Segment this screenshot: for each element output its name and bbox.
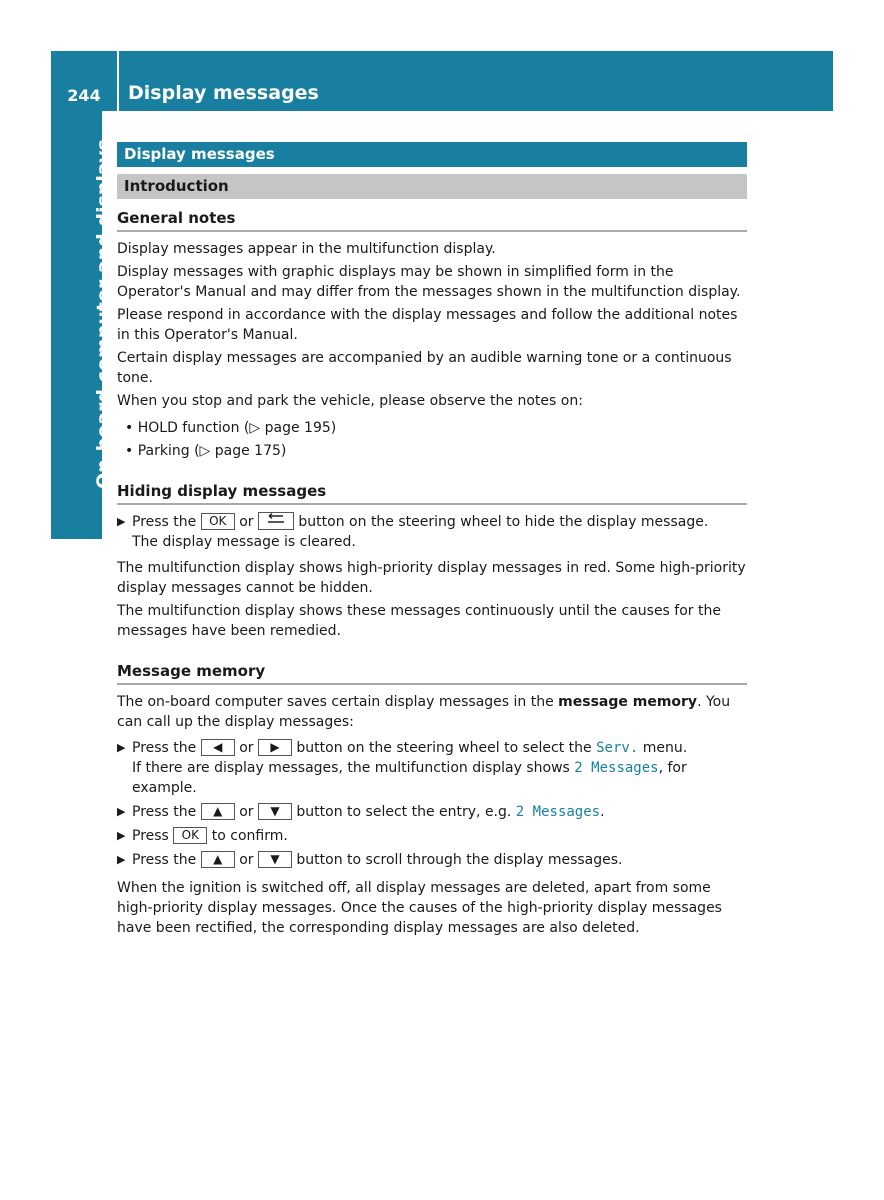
heading-general-notes: General notes <box>117 208 747 232</box>
step-text: button on the steering wheel to hide the display message. <box>298 514 709 530</box>
step-marker-icon: ▶ <box>117 829 126 842</box>
page-number: 244 <box>67 86 101 105</box>
step-select-entry <box>117 802 747 822</box>
step-text: button on the steering wheel to select the <box>296 740 592 756</box>
list-item-hold-text[interactable]: HOLD function (▷ page 195) <box>137 420 337 436</box>
bullet-icon: • <box>125 420 134 436</box>
step-marker-icon: ▶ <box>117 515 126 528</box>
step-hide <box>117 512 747 552</box>
down-key-icon: ▼ <box>258 851 292 868</box>
ok-key-icon: OK <box>201 513 235 530</box>
general-p1: Display messages appear in the multifunction display. <box>117 241 496 257</box>
step-text: button to scroll through the display messages. <box>296 852 623 868</box>
or-text: or <box>239 514 254 530</box>
up-key-icon: ▲ <box>201 803 235 820</box>
general-p4: Certain display messages are accompanied by an audible warning tone or a continuous tone. <box>117 350 732 386</box>
page-title: Display messages <box>128 82 319 104</box>
left-key-icon: ◀ <box>201 739 235 756</box>
heading-hiding: Hiding display messages <box>117 481 747 505</box>
step-text: menu. <box>642 740 688 756</box>
back-key-icon <box>258 512 294 530</box>
memory-intro <box>117 692 747 732</box>
step-result: The display message is cleared. <box>132 534 356 550</box>
step-result: , for example. <box>132 760 687 796</box>
list-item-hold <box>117 418 747 438</box>
memory-closing: When the ignition is switched off, all display messages are deleted, apart from some high-priority display messages. Once the causes of the high-priority display messages have been rectified, the corresponding display messages are also deleted. <box>117 880 722 936</box>
memory-intro-bold: message memory <box>558 694 698 710</box>
step-select-serv <box>117 738 747 798</box>
right-key-icon: ▶ <box>258 739 292 756</box>
memory-intro-text: The on-board computer saves certain display messages in the <box>117 694 554 710</box>
messages-code: 2 Messages <box>574 760 659 776</box>
messages-code: 2 Messages <box>515 804 601 820</box>
side-tab-label: On-board computer and displays <box>93 139 115 489</box>
content <box>117 142 747 938</box>
list-item-parking-text[interactable]: Parking (▷ page 175) <box>137 443 287 459</box>
step-text: Press the <box>132 852 197 868</box>
step-text: Press the <box>132 804 197 820</box>
step-marker-icon: ▶ <box>117 741 126 754</box>
up-key-icon: ▲ <box>201 851 235 868</box>
step-result: If there are display messages, the multifunction display shows <box>132 760 570 776</box>
or-text: or <box>239 740 254 756</box>
step-text: Press the <box>132 514 197 530</box>
or-text: or <box>239 804 254 820</box>
header-divider <box>117 51 119 111</box>
step-confirm <box>117 826 747 846</box>
or-text: or <box>239 852 254 868</box>
down-key-icon: ▼ <box>258 803 292 820</box>
hiding-p1: The multifunction display shows high-priority display messages in red. Some high-priority display messages cannot be hidden. <box>117 560 746 596</box>
general-p5: When you stop and park the vehicle, please observe the notes on: <box>117 393 583 409</box>
step-scroll <box>117 850 747 870</box>
subsection-title-bar: Introduction <box>117 174 747 199</box>
hiding-p2: The multifunction display shows these messages continuously until the causes for the messages have been remedied. <box>117 603 721 639</box>
list-item-parking <box>117 441 747 461</box>
memory-intro-text: . You can call up the display messages: <box>117 694 731 730</box>
step-text: to confirm. <box>211 828 288 844</box>
step-text: Press the <box>132 740 197 756</box>
bullet-icon: • <box>125 443 134 459</box>
serv-menu-code: Serv. <box>596 740 639 756</box>
heading-message-memory: Message memory <box>117 661 747 685</box>
step-text: button to select the entry, e.g. <box>296 804 512 820</box>
general-p2: Display messages with graphic displays may be shown in simplified form in the Operator's Manual and may differ from the messages shown in the multifunction display. <box>117 264 741 300</box>
step-text: . <box>600 804 605 820</box>
ok-key-icon: OK <box>173 827 207 844</box>
step-text: Press <box>132 828 169 844</box>
step-marker-icon: ▶ <box>117 805 126 818</box>
step-marker-icon: ▶ <box>117 853 126 866</box>
general-p3: Please respond in accordance with the display messages and follow the additional notes in this Operator's Manual. <box>117 307 738 343</box>
section-title-bar: Display messages <box>117 142 747 167</box>
